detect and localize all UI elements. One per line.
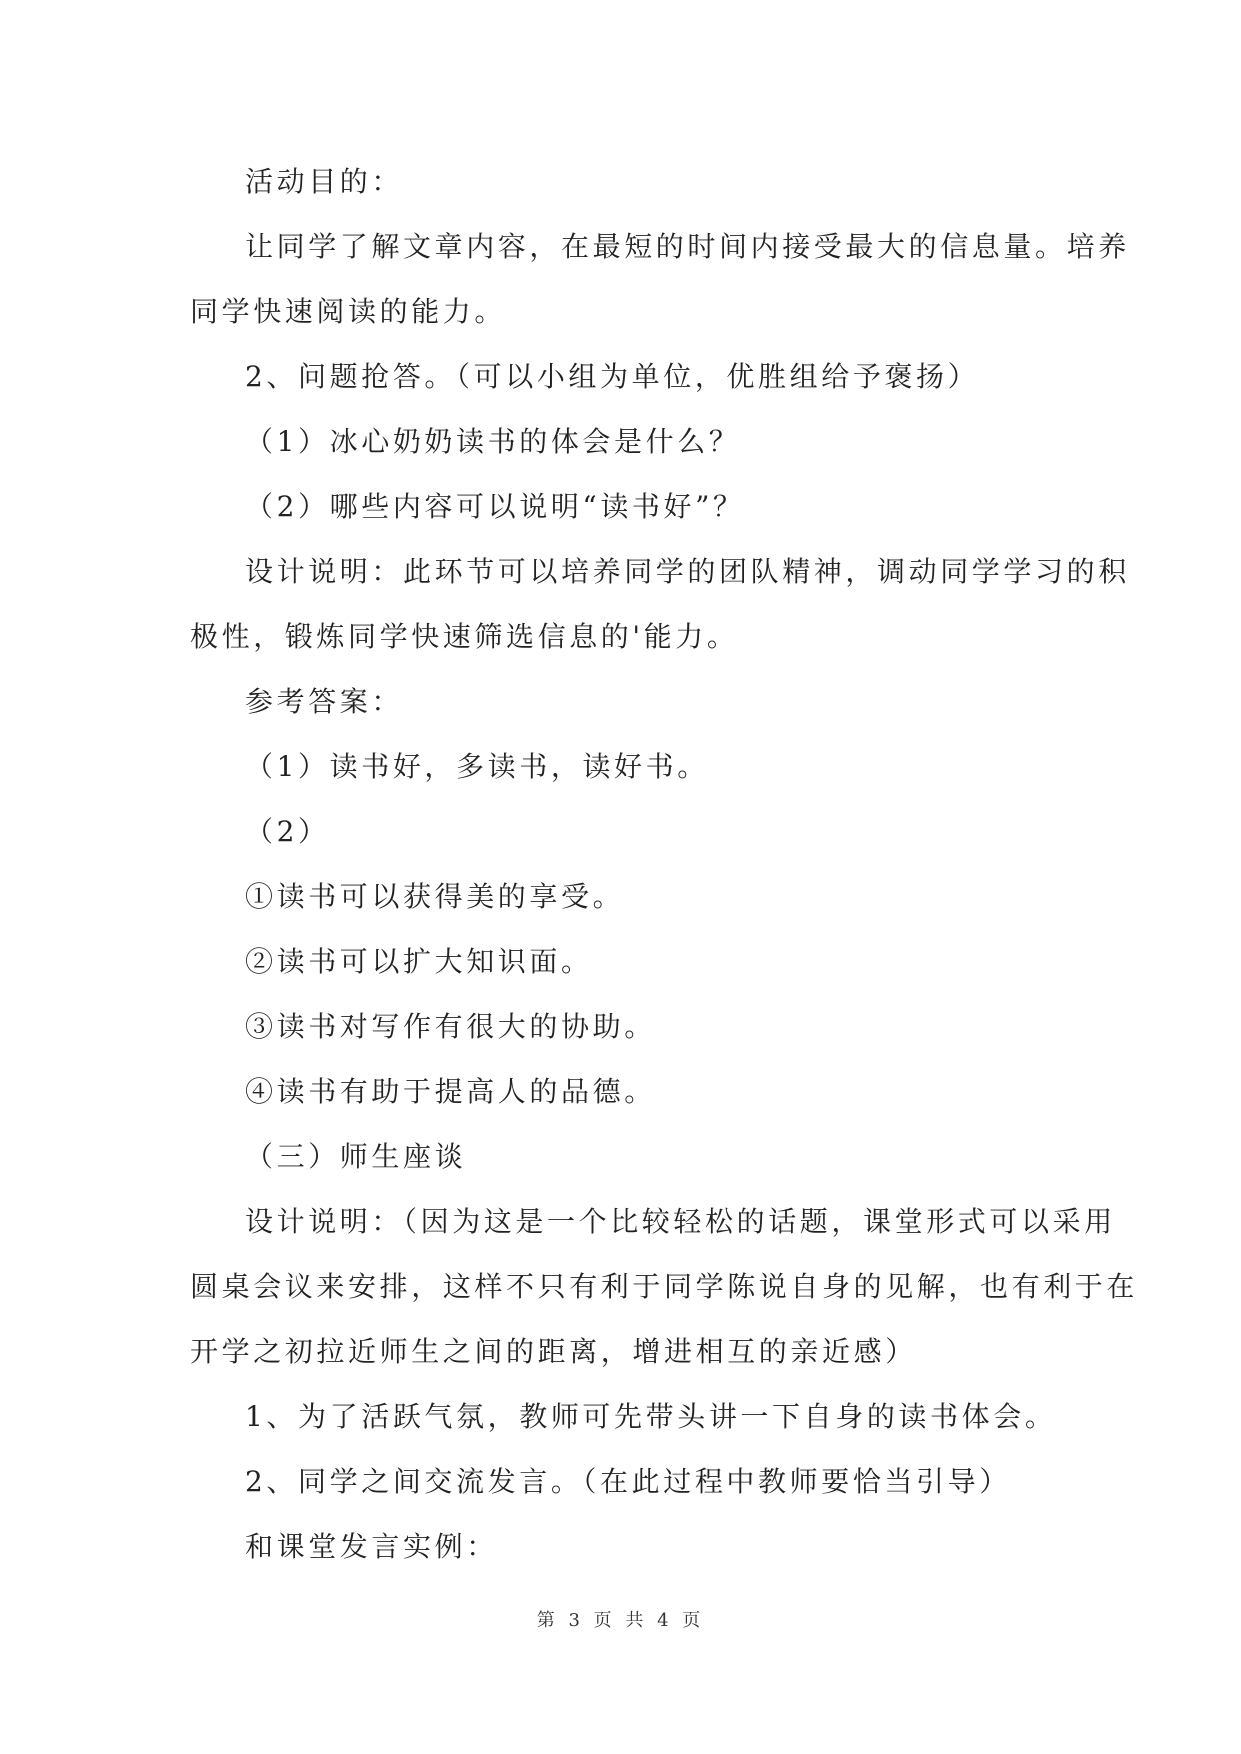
answer-point-3: ③读书对写作有很大的协助。 [245,1010,656,1043]
reference-answer-heading: 参考答案： [245,685,404,718]
paragraph-activity-purpose-line-1: 让同学了解文章内容，在最短的时间内接受最大的信息量。培养 [245,230,1130,263]
paragraph-design-note-line-1: 设计说明：此环节可以培养同学的团队精神，调动同学学习的积 [245,555,1130,588]
paragraph-activity-purpose-heading: 活动目的： [245,165,404,198]
answer-point-1: ①读书可以获得美的享受。 [245,880,625,913]
paragraph-discussion-note-line-2: 圆桌会议来安排，这样不只有利于同学陈说自身的见解，也有利于在 [190,1270,1139,1303]
question-item-2: （2）哪些内容可以说明“读书好”？ [245,490,745,523]
answer-item-2: （2） [245,815,330,848]
page-footer: 第 3 页 共 4 页 [536,1610,705,1631]
discussion-step-2: 2、同学之间交流发言。（在此过程中教师要恰当引导） [245,1465,1011,1498]
paragraph-quick-answer: 2、问题抢答。（可以小组为单位，优胜组给予褒扬） [245,360,980,393]
paragraph-discussion-note-line-3: 开学之初拉近师生之间的距离，增进相互的亲近感） [190,1335,917,1368]
paragraph-design-note-line-2: 极性，锻炼同学快速筛选信息的'能力。 [190,620,739,653]
answer-item-1: （1）读书好，多读书，读好书。 [245,750,709,783]
paragraph-speech-examples: 和课堂发言实例： [245,1530,498,1563]
section-heading-discussion: （三）师生座谈 [245,1140,467,1173]
paragraph-discussion-note-line-1: 设计说明：（因为这是一个比较轻松的话题，课堂形式可以采用 [245,1205,1116,1238]
paragraph-activity-purpose-line-2: 同学快速阅读的能力。 [190,295,507,328]
discussion-step-1: 1、为了活跃气氛，教师可先带头讲一下自身的读书体会。 [245,1400,1057,1433]
question-item-1: （1）冰心奶奶读书的体会是什么？ [245,425,741,458]
answer-point-2: ②读书可以扩大知识面。 [245,945,593,978]
answer-point-4: ④读书有助于提高人的品德。 [245,1075,656,1108]
